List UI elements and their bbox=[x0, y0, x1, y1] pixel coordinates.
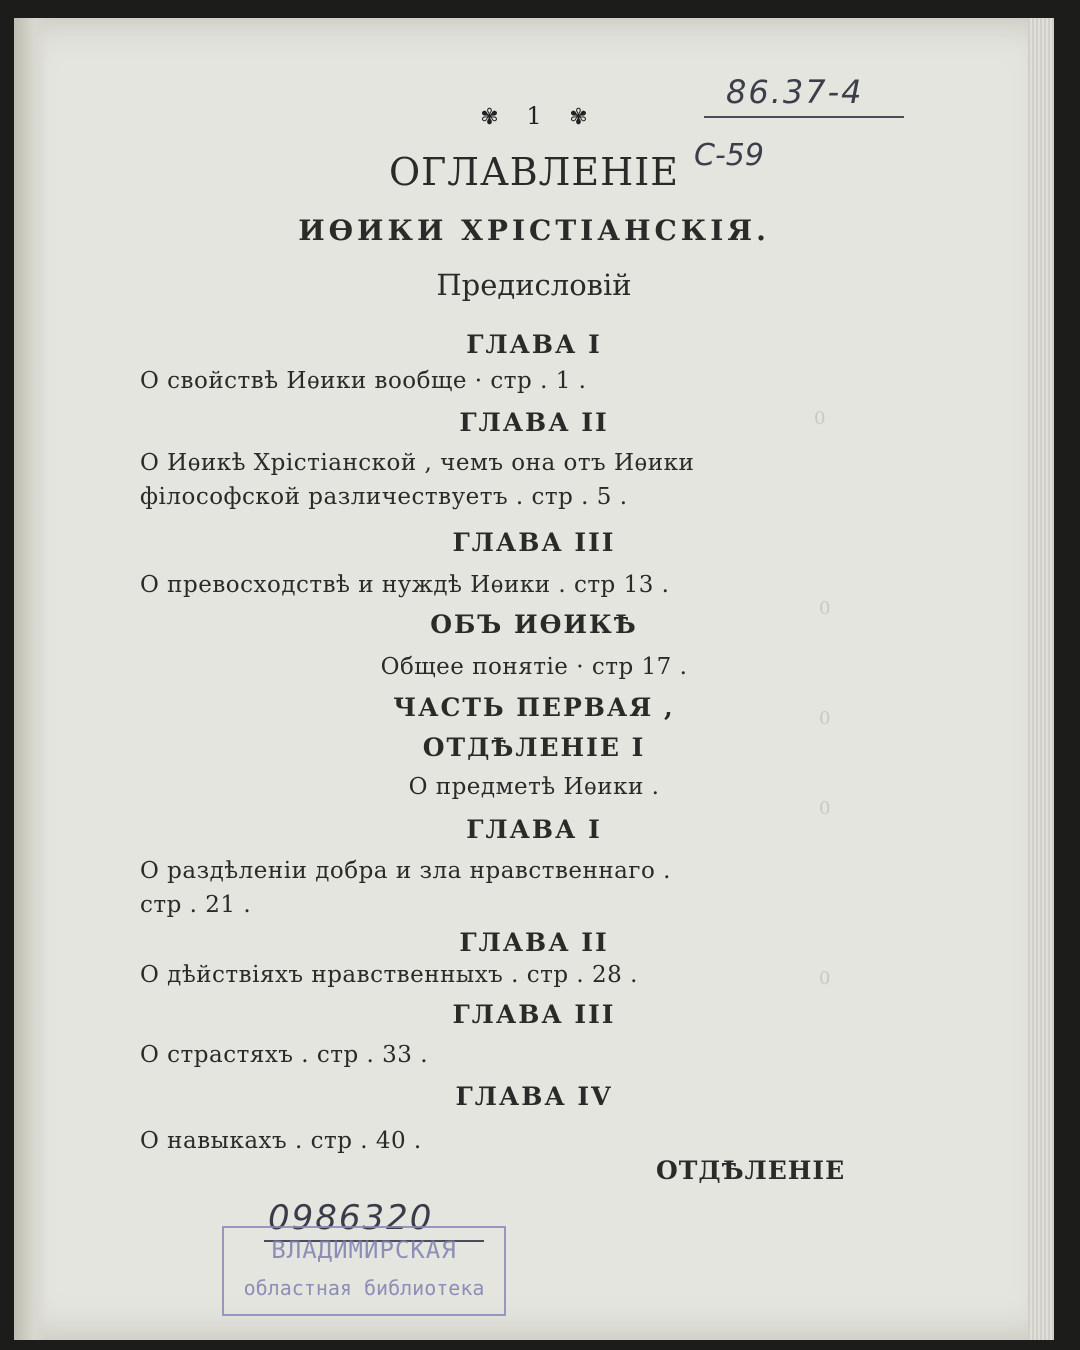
catchword: ОТДѢЛЕНІЕ bbox=[656, 1156, 846, 1185]
toc-entry-continued: філософской различествуетъ . стр . 5 . bbox=[140, 484, 628, 510]
book-subtitle: ИѲИКИ ХРІСТІАНСКІЯ. bbox=[298, 214, 770, 247]
bleed-through-mark: 0 bbox=[814, 408, 826, 429]
toc-entry: О свойствѣ Иѳики вообще · стр . 1 . bbox=[140, 368, 587, 394]
toc-entry: О предметѣ Иѳики . bbox=[408, 774, 660, 800]
part-heading: ЧАСТЬ ПЕРВАЯ , bbox=[393, 693, 675, 722]
chapter-heading: ГЛАВА II bbox=[459, 928, 609, 957]
preface-heading: Предисловій bbox=[436, 268, 632, 302]
bleed-through-mark: 0 bbox=[819, 798, 831, 819]
flower-ornament-icon: ✾ bbox=[480, 105, 499, 130]
inventory-number: 0986320 bbox=[268, 1198, 434, 1238]
handwritten-shelfmark: 86.37-4 bbox=[726, 73, 864, 111]
stamp-line-2: областная библиотека bbox=[243, 1276, 485, 1300]
bleed-through-mark: 0 bbox=[819, 968, 831, 989]
toc-entry: О навыкахъ . стр . 40 . bbox=[140, 1128, 422, 1154]
toc-entry: О раздѣленіи добра и зла нравственнаго . bbox=[140, 858, 671, 884]
handwritten-code: С-59 bbox=[694, 138, 764, 173]
chapter-heading: ГЛАВА I bbox=[466, 330, 602, 359]
division-heading: ОТДѢЛЕНІЕ I bbox=[422, 733, 646, 762]
chapter-heading: ГЛАВА III bbox=[452, 528, 616, 557]
page-title: ОГЛАВЛЕНІЕ bbox=[388, 150, 680, 194]
toc-entry-continued: стр . 21 . bbox=[140, 892, 252, 918]
page-number: 1 bbox=[526, 102, 542, 130]
flower-ornament-icon: ✾ bbox=[569, 105, 588, 130]
stamp-line-1: ВЛАДИМИРСКАЯ bbox=[271, 1236, 457, 1264]
toc-entry: О страстяхъ . стр . 33 . bbox=[140, 1042, 429, 1068]
toc-entry: О превосходствѣ и нуждѣ Иѳики . стр 13 . bbox=[140, 572, 670, 598]
page-header bbox=[14, 102, 1054, 130]
library-stamp bbox=[222, 1226, 506, 1316]
chapter-heading: ГЛАВА IV bbox=[455, 1082, 613, 1111]
book-page bbox=[14, 18, 1054, 1340]
toc-entry: О Иѳикѣ Хрістіанской , чемъ она отъ Иѳики bbox=[140, 450, 695, 476]
chapter-heading: ГЛАВА I bbox=[466, 815, 602, 844]
bleed-through-mark: 0 bbox=[819, 708, 831, 729]
chapter-heading: ГЛАВА II bbox=[459, 408, 609, 437]
toc-entry: Общее понятіе · стр 17 . bbox=[380, 654, 688, 680]
bleed-through-mark: 0 bbox=[819, 598, 831, 619]
chapter-heading: ГЛАВА III bbox=[452, 1000, 616, 1029]
toc-entry: О дѣйствіяхъ нравственныхъ . стр . 28 . bbox=[140, 962, 638, 988]
section-heading: ОБЪ ИѲИКѢ bbox=[430, 610, 638, 639]
